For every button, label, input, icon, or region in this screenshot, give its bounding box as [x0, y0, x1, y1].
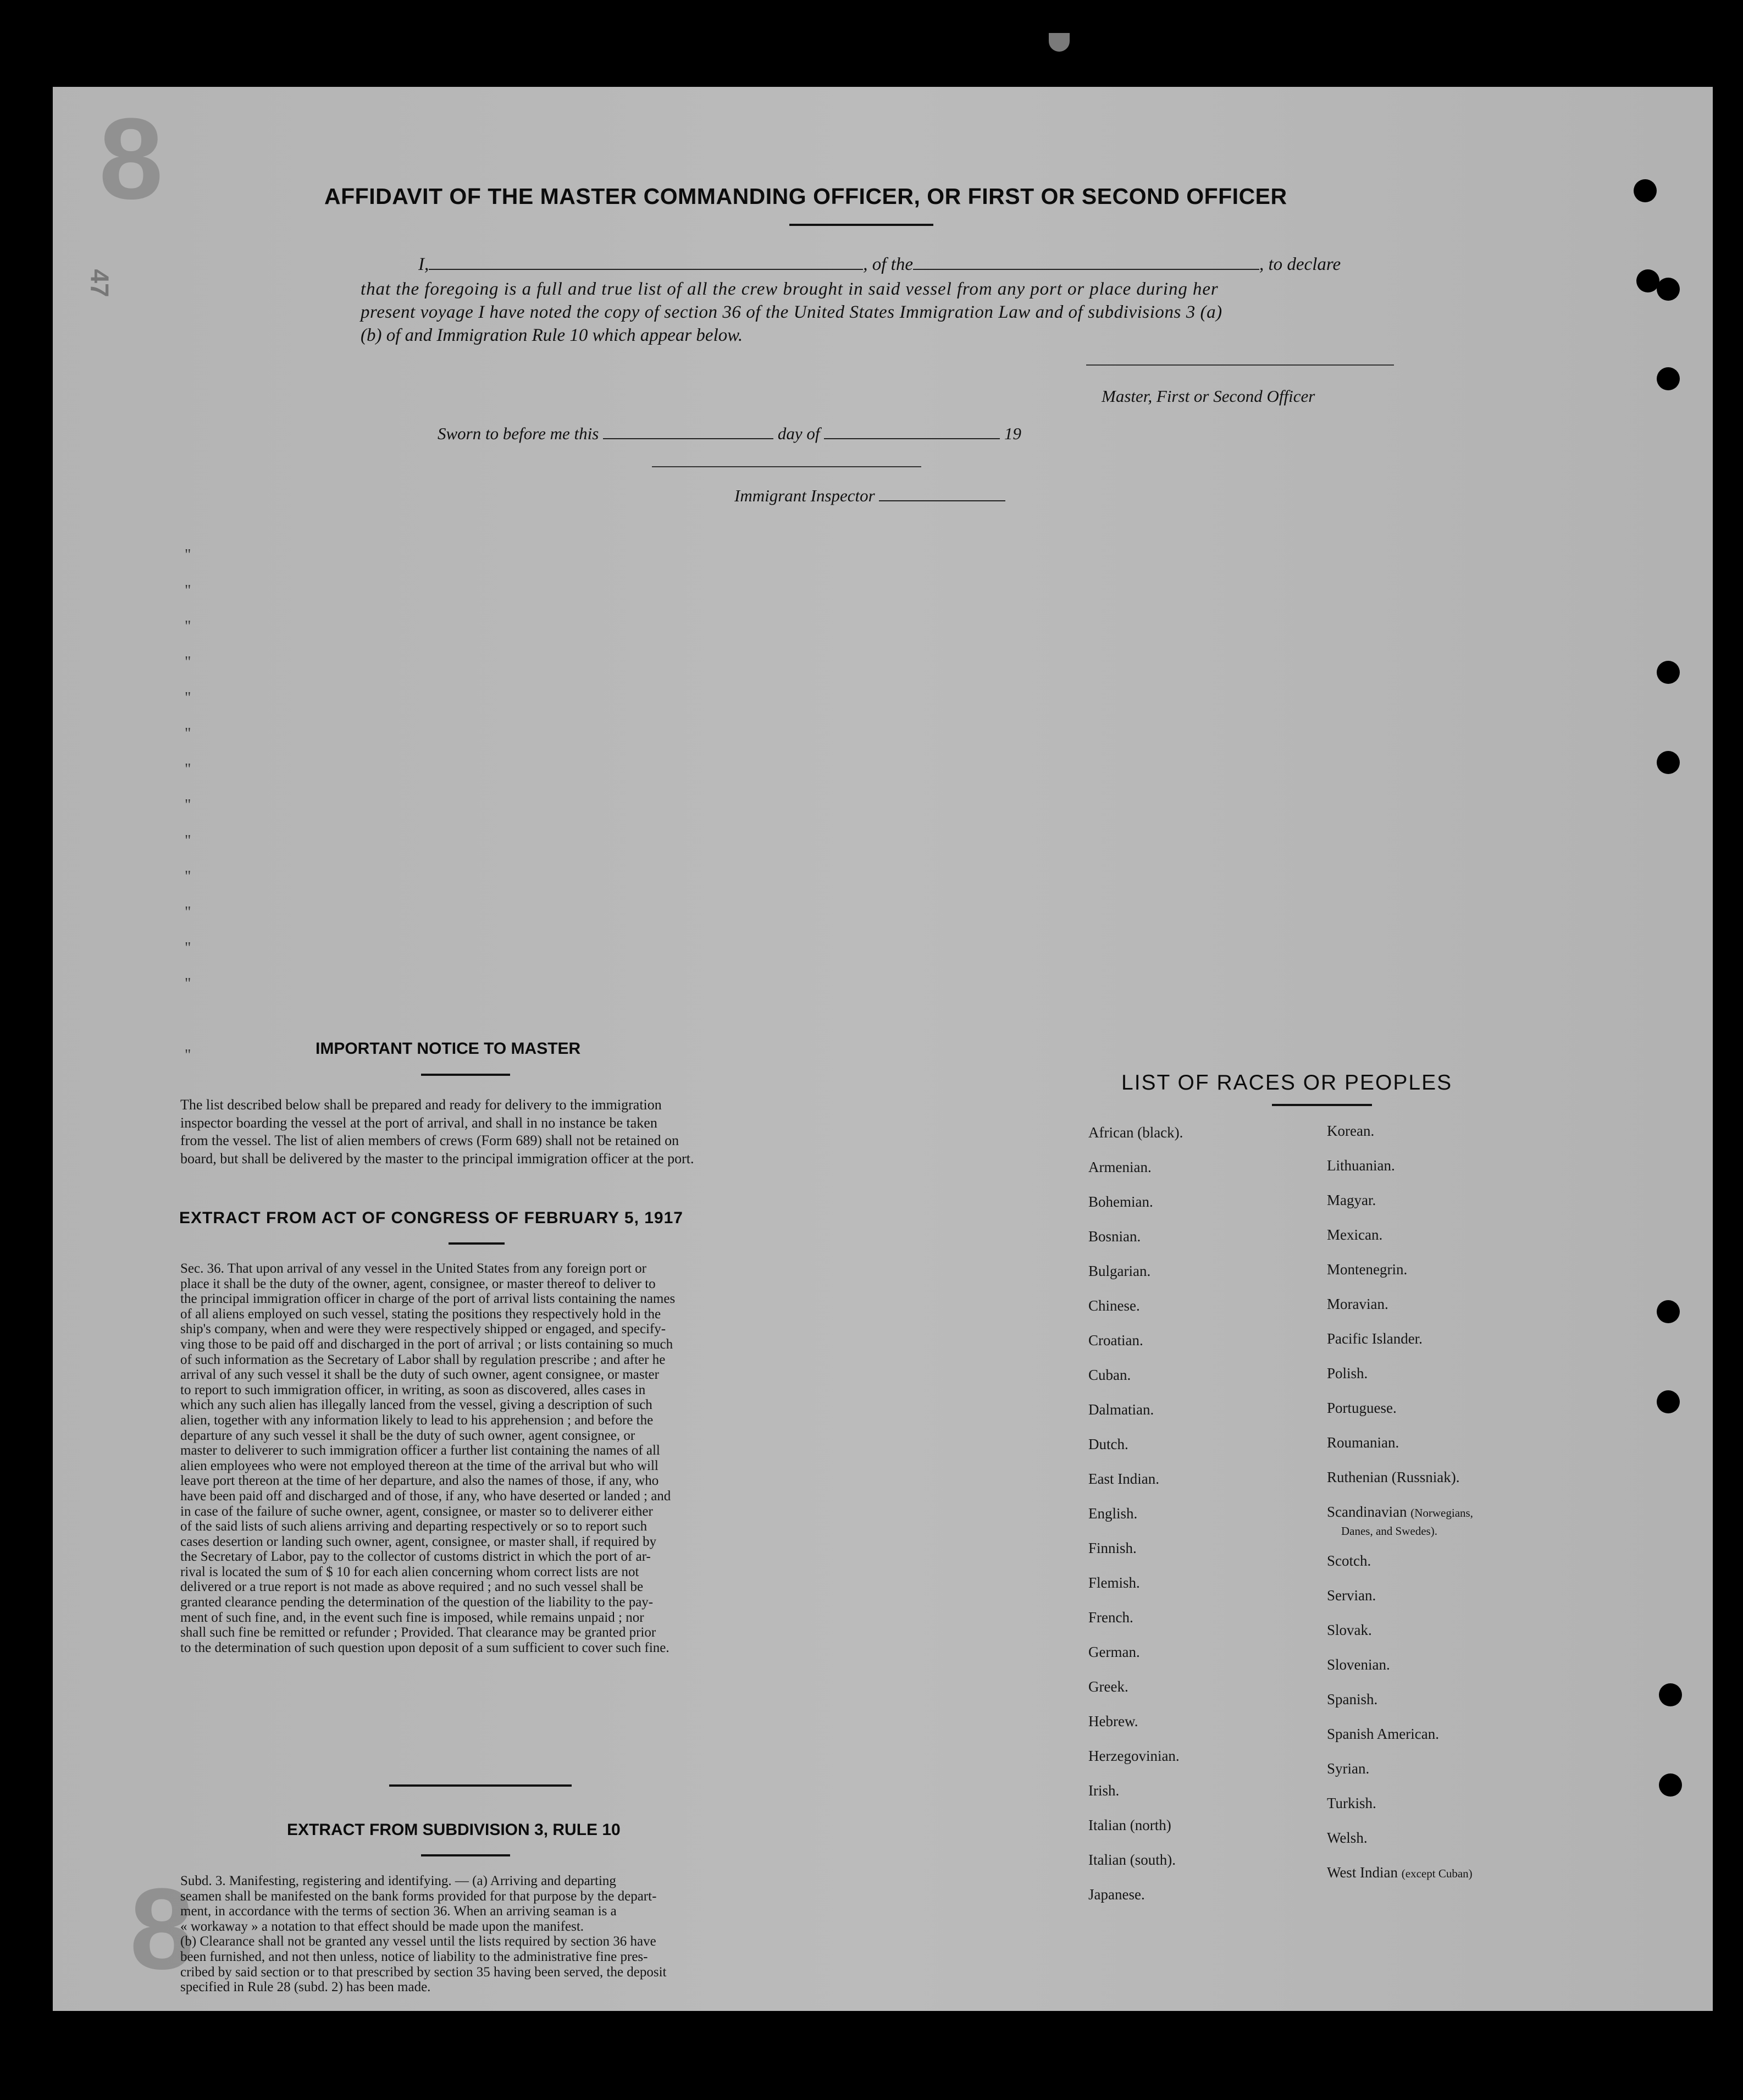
declaration-line-4: (b) of and Immigration Rule 10 which appear below.	[361, 325, 743, 345]
ditto-mark: "	[185, 904, 191, 921]
race-item: Finnish.	[1088, 1540, 1137, 1556]
race-item-note	[1341, 1522, 1437, 1539]
act-line: the Secretary of Labor, pay to the collector of customs district in which the port of ar-	[180, 1549, 651, 1565]
race-item: Bohemian.	[1088, 1193, 1153, 1210]
race-item: Montenegrin.	[1327, 1261, 1408, 1278]
ditto-mark: "	[185, 975, 191, 992]
rule-line: (b) Clearance shall not be granted any vessel until the lists required by section 36 have	[180, 1934, 656, 1949]
act-line: Sec. 36. That upon arrival of any vessel in the United States from any foreign port or	[180, 1261, 646, 1276]
act-end-rule	[389, 1784, 572, 1787]
act-line: which any such alien has illegally lanced from the vessel, giving a description of such	[180, 1397, 652, 1413]
ditto-mark: "	[185, 761, 191, 778]
page-clip-shadow	[1049, 33, 1070, 52]
ditto-mark: "	[185, 797, 191, 814]
race-item: Roumanian.	[1327, 1434, 1399, 1451]
declarant-name-field[interactable]	[429, 257, 863, 270]
act-line: rival is located the sum of $ 10 for each alien concerning whom correct lists are not	[180, 1564, 639, 1579]
act-line: granted clearance pending the determination of the question of the liability to the pay-	[180, 1595, 654, 1610]
race-item: African (black).	[1088, 1124, 1183, 1141]
race-item: Croatian.	[1088, 1332, 1143, 1349]
affidavit-title-rule	[789, 224, 933, 226]
bleed-through	[877, 505, 1283, 549]
notice-title: IMPORTANT NOTICE TO MASTER	[316, 1040, 581, 1058]
race-item: Portuguese.	[1327, 1400, 1397, 1416]
inspector-label: Immigrant Inspector	[734, 486, 875, 505]
notice-line: board, but shall be delivered by the master to the principal immigration officer at the port.	[180, 1150, 694, 1167]
race-item: Flemish.	[1088, 1574, 1140, 1591]
binder-hole	[1634, 179, 1657, 202]
binder-hole	[1657, 367, 1680, 390]
act-title: EXTRACT FROM ACT OF CONGRESS OF FEBRUARY 5, 1917	[179, 1209, 683, 1227]
act-line: the principal immigration officer in charge of the port of arrival lists containing the names	[180, 1291, 676, 1307]
act-line: of such information as the Secretary of Labor shall by regulation prescribe ; and after he	[180, 1352, 666, 1367]
race-item: German.	[1088, 1644, 1140, 1660]
race-item: East Indian.	[1088, 1471, 1159, 1487]
binder-hole	[1636, 269, 1659, 292]
act-line: have been paid off and discharged and of those, if any, who have deserted or landed ; and	[180, 1488, 671, 1504]
sworn-line	[438, 424, 1021, 444]
notice-line: from the vessel. The list of alien members of crews (Form 689) shall not be retained on	[180, 1132, 679, 1148]
race-item: Syrian.	[1327, 1760, 1370, 1777]
notice-title-rule	[421, 1074, 510, 1076]
race-item: Italian (south).	[1088, 1852, 1176, 1868]
race-item: English.	[1088, 1505, 1138, 1522]
race-item: Armenian.	[1088, 1159, 1152, 1175]
act-line: delivered or a true report is not made as above required ; and no such vessel shall be	[180, 1579, 644, 1595]
notice-line: The list described below shall be prepared and ready for delivery to the immigration	[180, 1097, 662, 1113]
act-line: departure of any such vessel it shall be the duty of such owner, agent consignee, or	[180, 1428, 635, 1443]
race-item: French.	[1088, 1609, 1133, 1626]
declaration-line-1	[418, 255, 1341, 275]
race-label: West Indian	[1327, 1864, 1398, 1881]
master-label: Master, First or Second Officer	[1102, 386, 1315, 406]
sworn-day-field[interactable]	[603, 426, 773, 439]
race-item-west-indian	[1327, 1864, 1473, 1881]
ditto-mark: "	[185, 654, 191, 671]
binder-hole	[1657, 661, 1680, 684]
race-item: Hebrew.	[1088, 1713, 1138, 1729]
race-item: Moravian.	[1327, 1296, 1388, 1312]
race-item: Chinese.	[1088, 1297, 1140, 1314]
act-line: of all aliens employed on such vessel, stating the positions they respectively hold in the	[180, 1306, 661, 1322]
act-line: ment of such fine, and, in the event such fine is imposed, while remains unpaid ; nor	[180, 1610, 644, 1625]
binder-hole	[1659, 1773, 1682, 1797]
ditto-mark: "	[185, 725, 191, 742]
declaration-line-3: present voyage I have noted the copy of section 36 of the United States Immigration Law and of subdivisions 3 (a)	[361, 302, 1222, 322]
race-item: Pacific Islander.	[1327, 1330, 1423, 1347]
act-line: leave port thereon at the time of her departure, and also the names of those, if any, who	[180, 1473, 659, 1489]
race-item: Korean.	[1327, 1123, 1375, 1139]
race-item: Irish.	[1088, 1782, 1120, 1799]
race-item-scandinavian	[1327, 1504, 1473, 1521]
race-item: Ruthenian (Russniak).	[1327, 1469, 1460, 1485]
race-note: (except Cuban)	[1401, 1867, 1473, 1880]
act-line: to report to such immigration officer, in writing, as soon as discovered, alles cases in	[180, 1382, 646, 1397]
inspector-line	[734, 486, 1005, 506]
stamp-top-left: 8	[99, 94, 163, 223]
race-label: Scandinavian	[1327, 1504, 1407, 1520]
race-item: Lithuanian.	[1327, 1157, 1395, 1174]
race-item: Bulgarian.	[1088, 1263, 1151, 1279]
act-line: alien employees who were not employed thereon at the time of the arrival but who will	[180, 1458, 659, 1473]
rule-text	[180, 1874, 845, 1995]
race-item: Spanish American.	[1327, 1726, 1439, 1742]
rule-line: ment, in accordance with the terms of section 36. When an arriving seaman is a	[180, 1904, 617, 1919]
day-of-label: day of	[777, 424, 820, 443]
binder-hole	[1657, 278, 1680, 301]
notice-line: inspector boarding the vessel at the port of arrival, and shall in no instance be taken	[180, 1114, 657, 1131]
race-item: Slovenian.	[1327, 1656, 1390, 1673]
binder-hole	[1657, 1390, 1680, 1413]
rule-line: been furnished, and not then unless, notice of liability to the administrative fine pres-	[180, 1949, 648, 1964]
ditto-mark: "	[185, 689, 191, 706]
race-item: Servian.	[1327, 1587, 1376, 1604]
stamp-side-number: 47	[85, 269, 114, 297]
rule-line: cribed by said section or to that prescribed by section 35 having been served, the deposit	[180, 1964, 667, 1980]
race-item: Scotch.	[1327, 1552, 1371, 1569]
race-item: Greek.	[1088, 1678, 1128, 1695]
sworn-underline	[652, 466, 921, 467]
document-page	[53, 87, 1713, 2011]
ditto-mark: "	[185, 618, 191, 635]
race-note: (Norwegians,	[1410, 1506, 1473, 1519]
act-line: arrival of any such vessel it shall be the duty of such owner, agent consignee, or master	[180, 1367, 659, 1383]
act-line: to the determination of such question upon deposit of a sum sufficient to cover such fine.	[180, 1640, 669, 1655]
sworn-month-field[interactable]	[824, 426, 1000, 439]
rule-line: « workaway » a notation to that effect should be made upon the manifest.	[180, 1919, 584, 1934]
rule-line: seamen shall be manifested on the bank forms provided for that purpose by the depart-	[180, 1888, 657, 1904]
vessel-name-field[interactable]	[913, 257, 1259, 270]
declaration-line-2: that the foregoing is a full and true list of all the crew brought in said vessel from any port or place during her	[361, 279, 1219, 299]
act-title-rule	[449, 1242, 505, 1245]
race-item: Turkish.	[1327, 1795, 1376, 1811]
race-item: Dutch.	[1088, 1436, 1128, 1452]
race-item: Welsh.	[1327, 1830, 1368, 1846]
race-item: Herzegovinian.	[1088, 1748, 1180, 1764]
races-title-rule	[1272, 1104, 1372, 1106]
ditto-mark: "	[185, 1047, 191, 1064]
notice-text	[180, 1096, 845, 1168]
race-item: Mexican.	[1327, 1226, 1383, 1243]
rule-title: EXTRACT FROM SUBDIVISION 3, RULE 10	[287, 1821, 621, 1839]
races-title: LIST OF RACES OR PEOPLES	[1121, 1071, 1453, 1095]
ditto-mark: "	[185, 546, 191, 563]
race-item: Slovak.	[1327, 1622, 1372, 1638]
race-item: Italian (north)	[1088, 1817, 1171, 1833]
ditto-mark: "	[185, 940, 191, 957]
stamp-bottom-left: 8	[130, 1864, 194, 1993]
act-line: shall such fine be remitted or refunder ; Provided. That clearance may be granted prior	[180, 1625, 656, 1640]
act-line: ving those to be paid off and discharged in the port of arrival ; or lists containing so much	[180, 1336, 673, 1352]
sworn-label: Sworn to before me this	[438, 424, 599, 443]
of-the-label: , of the	[863, 255, 913, 274]
act-text	[180, 1261, 845, 1655]
declare-label: , to declare	[1259, 255, 1341, 274]
race-item: Magyar.	[1327, 1192, 1376, 1208]
ditto-mark: "	[185, 832, 191, 849]
race-item: Cuban.	[1088, 1367, 1131, 1383]
act-line: master to deliverer to such immigration officer a further list containing the names of all	[180, 1443, 660, 1458]
binder-hole	[1657, 751, 1680, 774]
binder-hole	[1657, 1300, 1680, 1323]
act-line: cases desertion or landing such owner, agent, consignee, or master shall, if required by	[180, 1534, 657, 1549]
race-item: Spanish.	[1327, 1691, 1378, 1707]
race-item: Japanese.	[1088, 1886, 1145, 1903]
declarant-label: I,	[418, 255, 429, 274]
act-line: ship's company, when and were they were respectively shipped or engaged, and specify-	[180, 1322, 666, 1337]
rule-line: specified in Rule 28 (subd. 2) has been made.	[180, 1980, 431, 1995]
race-item: Polish.	[1327, 1365, 1368, 1381]
rule-title-rule	[421, 1854, 510, 1856]
ditto-mark: "	[185, 582, 191, 599]
act-line: in case of the failure of suche owner, agent, consignee, or master so to deliverer either	[180, 1504, 653, 1519]
year-label: 19	[1004, 424, 1021, 443]
race-note: Danes, and Swedes).	[1341, 1524, 1437, 1538]
act-line: place it shall be the duty of the owner, agent, consignee, or master thereof to deliver to	[180, 1276, 656, 1291]
act-line: alien, together with any information likely to lead to his apprehension ; and before the	[180, 1412, 654, 1428]
ditto-mark: "	[185, 868, 191, 885]
race-item: Bosnian.	[1088, 1228, 1141, 1245]
master-signature-line[interactable]	[1086, 364, 1394, 366]
binder-hole	[1659, 1683, 1682, 1706]
act-line: of the said lists of such aliens arriving and departing respectively or so to report such	[180, 1519, 648, 1534]
race-item: Dalmatian.	[1088, 1401, 1154, 1418]
rule-line: Subd. 3. Manifesting, registering and identifying. — (a) Arriving and departing	[180, 1874, 616, 1888]
inspector-signature-field[interactable]	[879, 488, 1005, 501]
affidavit-title: AFFIDAVIT OF THE MASTER COMMANDING OFFICER, OR FIRST OR SECOND OFFICER	[324, 184, 1287, 209]
